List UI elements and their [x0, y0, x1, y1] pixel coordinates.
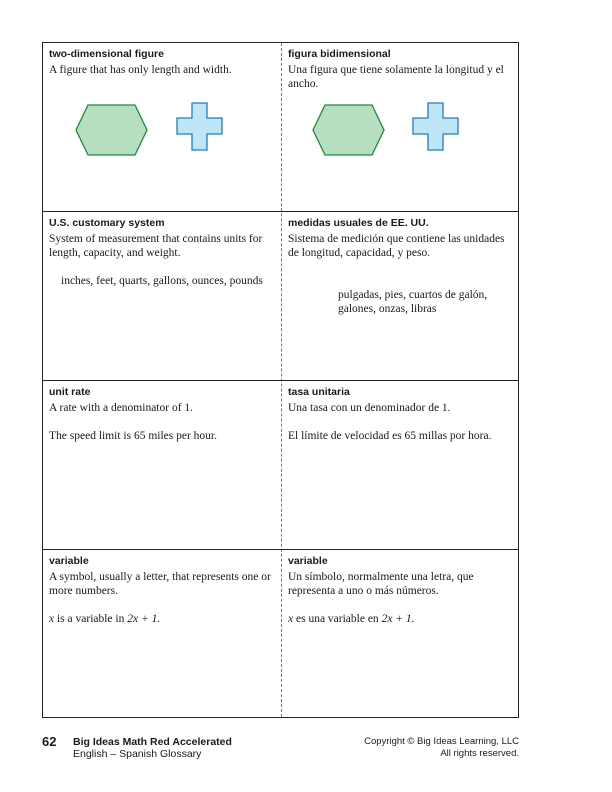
term-english: variable [49, 555, 89, 567]
term-spanish: tasa unitaria [288, 386, 350, 398]
definition-spanish: Sistema de medición que contiene las unidades de longitud, capacidad, y peso. [288, 233, 505, 259]
card-two-dimensional-figure-english [43, 43, 281, 211]
hexagon-shape [76, 105, 147, 155]
term-english: U.S. customary system [49, 217, 165, 229]
example-english: The speed limit is 65 miles per hour. [49, 430, 218, 442]
book-title: Big Ideas Math Red Accelerated [73, 736, 232, 748]
term-spanish: medidas usuales de EE. UU. [288, 217, 429, 229]
hexagon-shape [313, 105, 384, 155]
footer-book-info [73, 736, 232, 760]
definition-english: System of measurement that contains units for length, capacity, and weight. [49, 233, 263, 259]
copyright-text: Copyright © Big Ideas Learning, LLC [364, 736, 519, 747]
page-number: 62 [42, 734, 57, 749]
card-us-customary-system-spanish [282, 212, 518, 380]
example-text: is a variable in [54, 613, 128, 625]
card-unit-rate-english [43, 381, 281, 549]
example-variable: x [288, 613, 294, 625]
example-variable: x [49, 613, 55, 625]
term-spanish: variable [288, 555, 328, 567]
definition-english: A rate with a denominator of 1. [49, 402, 194, 414]
two-dimensional-shapes-figure [282, 101, 518, 161]
definition-spanish: Una figura que tiene solamente la longitud y el ancho. [288, 64, 504, 90]
card-variable-english [43, 550, 281, 718]
term-spanish: figura bidimensional [288, 48, 391, 60]
glossary-sheet [42, 42, 519, 718]
example-spanish [288, 612, 513, 626]
example-expression: 2x + 1. [381, 613, 415, 625]
example-english: inches, feet, quarts, gallons, ounces, pounds [61, 275, 263, 287]
example-spanish: pulgadas, pies, cuartos de galón, galones, onzas, libras [338, 289, 488, 315]
example-expression: 2x + 1. [127, 613, 161, 625]
example-english [49, 612, 276, 626]
two-dimensional-shapes-figure [43, 101, 281, 161]
definition-spanish: Una tasa con un denominador de 1. [288, 402, 451, 414]
term-english: unit rate [49, 386, 91, 398]
card-two-dimensional-figure-spanish [282, 43, 518, 211]
glossary-subtitle: English – Spanish Glossary [73, 748, 202, 760]
definition-english: A figure that has only length and width. [49, 64, 232, 76]
term-english: two-dimensional figure [49, 48, 164, 60]
rights-text: All rights reserved. [440, 748, 519, 759]
definition-english: A symbol, usually a letter, that represents one or more numbers. [49, 571, 271, 597]
cross-shape [413, 103, 458, 150]
definition-spanish: Un símbolo, normalmente una letra, que representa a uno o más números. [288, 571, 474, 597]
footer-copyright [364, 736, 519, 760]
card-unit-rate-spanish [282, 381, 518, 549]
card-us-customary-system-english [43, 212, 281, 380]
example-spanish: El límite de velocidad es 65 millas por hora. [288, 430, 492, 442]
card-variable-spanish [282, 550, 518, 718]
example-text: es una variable en [293, 613, 382, 625]
cross-shape [177, 103, 222, 150]
